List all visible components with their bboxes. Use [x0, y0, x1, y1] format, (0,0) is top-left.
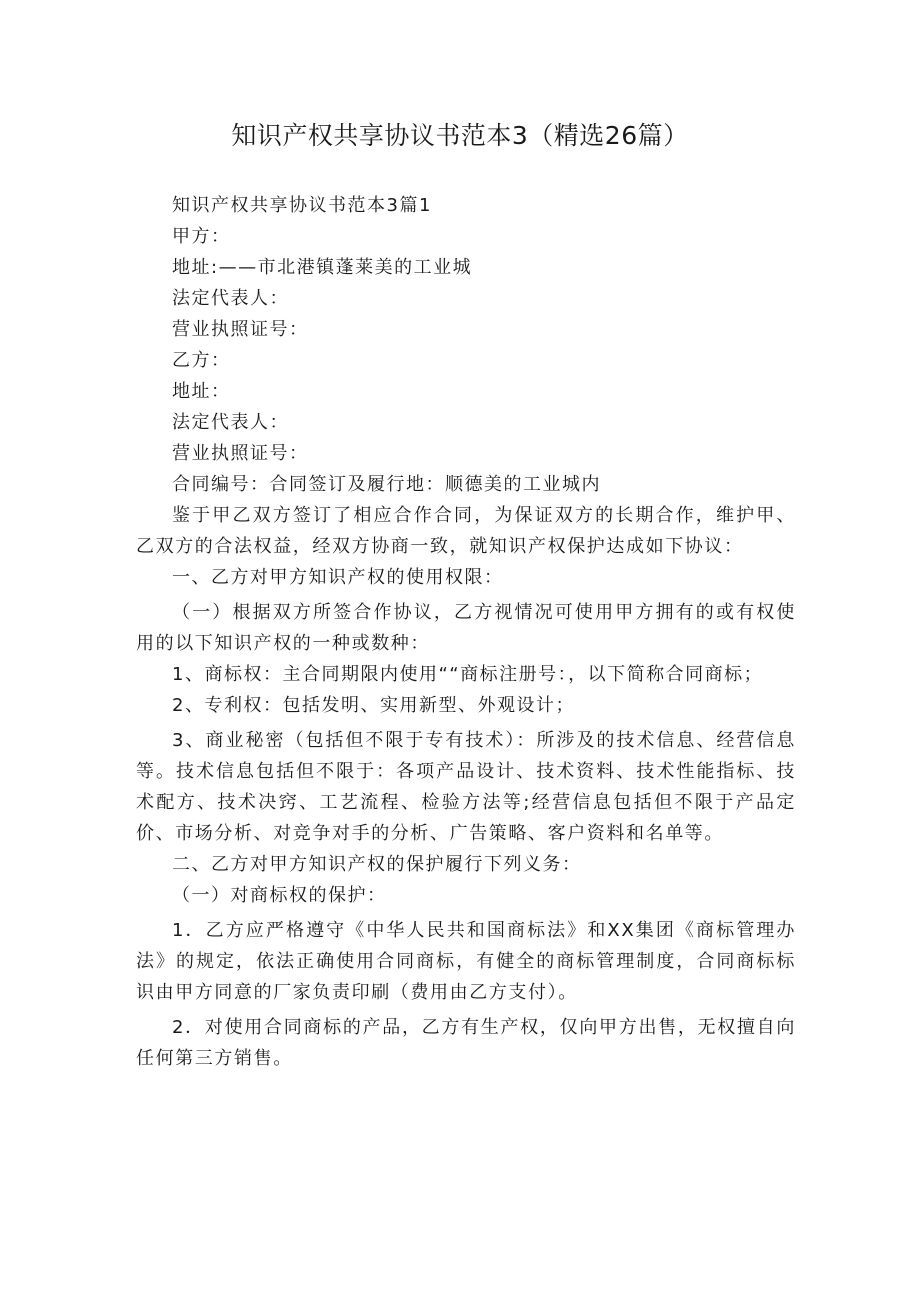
- section-1-paragraph-1: （一）根据双方所签合作协议，乙方视情况可使用甲方拥有的或有权使用的以下知识产权的一种或数种：: [136, 602, 796, 654]
- party-b-legal-rep: 法定代表人：: [172, 412, 289, 433]
- party-b-label: 乙方：: [172, 350, 231, 371]
- section-2-heading: 二、乙方对甲方知识产权的保护履行下列义务：: [172, 854, 582, 875]
- party-a-address: 地址:——市北港镇蓬莱美的工业城: [172, 257, 473, 278]
- section-2-sub-1: （一）对商标权的保护：: [172, 885, 387, 906]
- section-2-item-2: 2．对使用合同商标的产品，乙方有生产权，仅向甲方出售，无权擅自向任何第三方销售。: [136, 1017, 796, 1069]
- section-1-heading: 一、乙方对甲方知识产权的使用权限：: [172, 567, 504, 588]
- section-2-item-1: 1．乙方应严格遵守《中华人民共和国商标法》和XX集团《商标管理办法》的规定，依法正确使用合同商标，有健全的商标管理制度，合同商标标识由甲方同意的厂家负责印刷（费用由乙方支付）。: [136, 920, 796, 1003]
- party-a-label: 甲方：: [172, 226, 231, 247]
- party-a-license-no: 营业执照证号：: [172, 319, 309, 340]
- intro-paragraph: 鉴于甲乙双方签订了相应合作合同，为保证双方的长期合作，维护甲、乙双方的合法权益，经双方协商一致，就知识产权保护达成如下协议：: [136, 505, 796, 557]
- document-body: [136, 190, 796, 1074]
- party-b-address: 地址：: [172, 381, 231, 402]
- section-heading: 知识产权共享协议书范本3篇1: [172, 195, 432, 216]
- contract-line: 合同编号：合同签订及履行地：顺德美的工业城内: [172, 474, 601, 495]
- party-b-license-no: 营业执照证号：: [172, 443, 309, 464]
- section-1-item-1: 1、商标权：主合同期限内使用““商标注册号：，以下简称合同商标；: [172, 664, 764, 685]
- party-a-legal-rep: 法定代表人：: [172, 288, 289, 309]
- section-1-item-2: 2、专利权：包括发明、实用新型、外观设计；: [172, 695, 575, 716]
- document-title: 知识产权共享协议书范本3（精选26篇）: [231, 121, 689, 150]
- section-1-item-3: 3、商业秘密（包括但不限于专有技术）：所涉及的技术信息、经营信息等。技术信息包括但不限于：各项产品设计、技术资料、技术性能指标、技术配方、技术决窍、工艺流程、检验方法等;经营信息包括但不限于产品定价、市场分析、对竞争对手的分析、广告策略、客户资料和名单等。: [136, 730, 796, 844]
